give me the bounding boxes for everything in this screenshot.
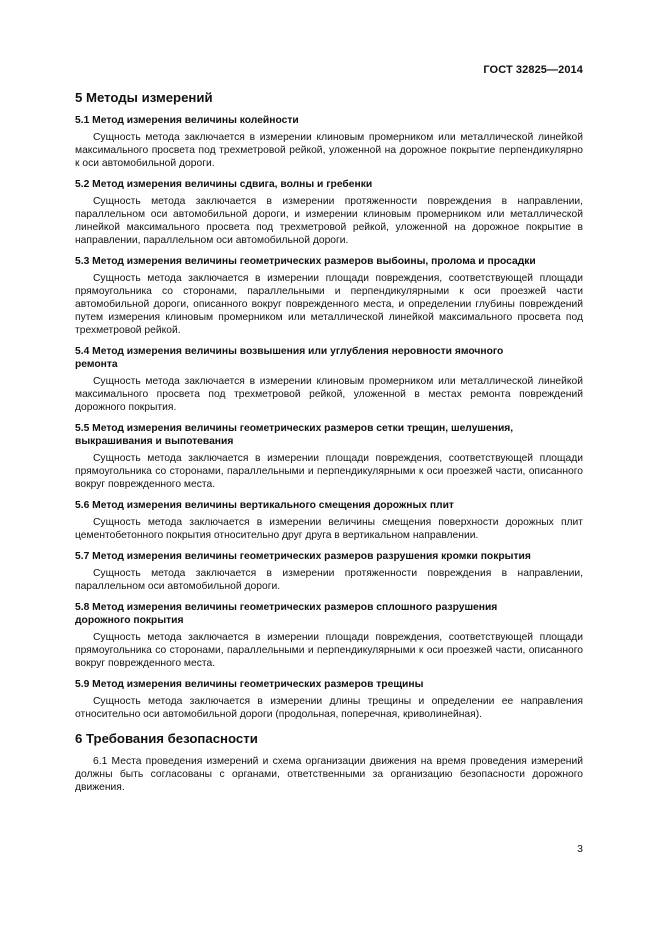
subsection-5-4-body: Сущность метода заключается в измерении клиновым промерником или металлической линейкой максимального просвета под трехметровой рейкой, уложенной в местах ремонта повреждений дорожного покрытия.: [75, 376, 583, 413]
subsection-5-3-title: 5.3 Метод измерения величины геометрических размеров выбоины, пролома и просадки: [75, 256, 536, 267]
subsection-5-7-text: [75, 567, 583, 593]
subsection-5-2-body: Сущность метода заключается в измерении протяженности повреждения в направлении, параллельном оси автомобильной дороги, и измерении клиновым промерником или металлической линейкой максимального просвета под трехметровой рейкой, уложенной на дорожное покрытие в направлении, параллельном оси автомобильной дороги.: [75, 196, 583, 246]
subsection-5-7-body: Сущность метода заключается в измерении протяженности повреждения в направлении, параллельном оси автомобильной дороги.: [75, 568, 583, 592]
section-5-title: 5 Методы измерений: [75, 90, 213, 105]
subsection-5-5-body: Сущность метода заключается в измерении площади повреждения, соответствующей площади прямоугольника со сторонами, параллельными и перпендикулярными к оси проезжей части, описанного вокруг поврежденного места.: [75, 453, 583, 490]
section-6-1-text: [75, 755, 583, 794]
subsection-5-8-body: Сущность метода заключается в измерении площади повреждения, соответствующей площади прямоугольника со сторонами, параллельными и перпендикулярными к оси проезжей части, описанного вокруг поврежденного места.: [75, 632, 583, 669]
subsection-5-2-text: [75, 195, 583, 247]
subsection-5-5-text: [75, 452, 583, 491]
document-code: ГОСТ 32825—2014: [483, 64, 583, 76]
page-content: [75, 90, 583, 802]
subsection-5-6-title: 5.6 Метод измерения величины вертикального смещения дорожных плит: [75, 500, 454, 511]
section-6-title: 6 Требования безопасности: [75, 731, 258, 746]
subsection-5-5-title: 5.5 Метод измерения величины геометрических размеров сетки трещин, шелушения, выкрашивания и выпотевания: [75, 423, 514, 447]
subsection-5-4-text: [75, 375, 583, 414]
subsection-5-1-body: Сущность метода заключается в измерении клиновым промерником или металлической линейкой максимального просвета под трехметровой рейкой, уложенной на дорожное покрытие перпендикулярно к оси автомобильной дороги.: [75, 132, 583, 169]
subsection-5-8-title: 5.8 Метод измерения величины геометрических размеров сплошного разрушения дорожного покрытия: [75, 602, 498, 626]
subsection-5-8-text: [75, 631, 583, 670]
subsection-5-3-body: Сущность метода заключается в измерении площади повреждения, соответствующей площади прямоугольника со сторонами, параллельными и перпендикулярными к оси проезжей части автомобильной дороги, описанного вокруг поврежденного места, и определении глубины повреждений путем измерения клиновым промерником или металлической линейкой максимального просвета под трехметровой рейкой.: [75, 273, 583, 336]
section-6-1-body: 6.1 Места проведения измерений и схема организации движения на время проведения измерений должны быть согласованы с органами, ответственными за организацию безопасности дорожного движения.: [75, 756, 583, 793]
subsection-5-1-title: 5.1 Метод измерения величины колейности: [75, 115, 299, 126]
subsection-5-7-title: 5.7 Метод измерения величины геометрических размеров разрушения кромки покрытия: [75, 551, 531, 562]
subsection-5-1-text: [75, 131, 583, 170]
subsection-5-6-body: Сущность метода заключается в измерении величины смещения поверхности дорожных плит цементобетонного покрытия относительно друг друга в вертикальном направлении.: [75, 517, 583, 541]
subsection-5-9-body: Сущность метода заключается в измерении длины трещины и определении ее направления относительно оси автомобильной дороги (продольная, поперечная, криволинейная).: [75, 696, 583, 720]
subsection-5-4-title: 5.4 Метод измерения величины возвышения или углубления неровности ямочного ремонта: [75, 346, 504, 370]
subsection-5-9-title: 5.9 Метод измерения величины геометрических размеров трещины: [75, 679, 424, 690]
subsection-5-6-text: [75, 516, 583, 542]
subsection-5-3-text: [75, 272, 583, 337]
subsection-5-2-title: 5.2 Метод измерения величины сдвига, волны и гребенки: [75, 179, 373, 190]
subsection-5-9-text: [75, 695, 583, 721]
page-number: 3: [577, 843, 583, 855]
